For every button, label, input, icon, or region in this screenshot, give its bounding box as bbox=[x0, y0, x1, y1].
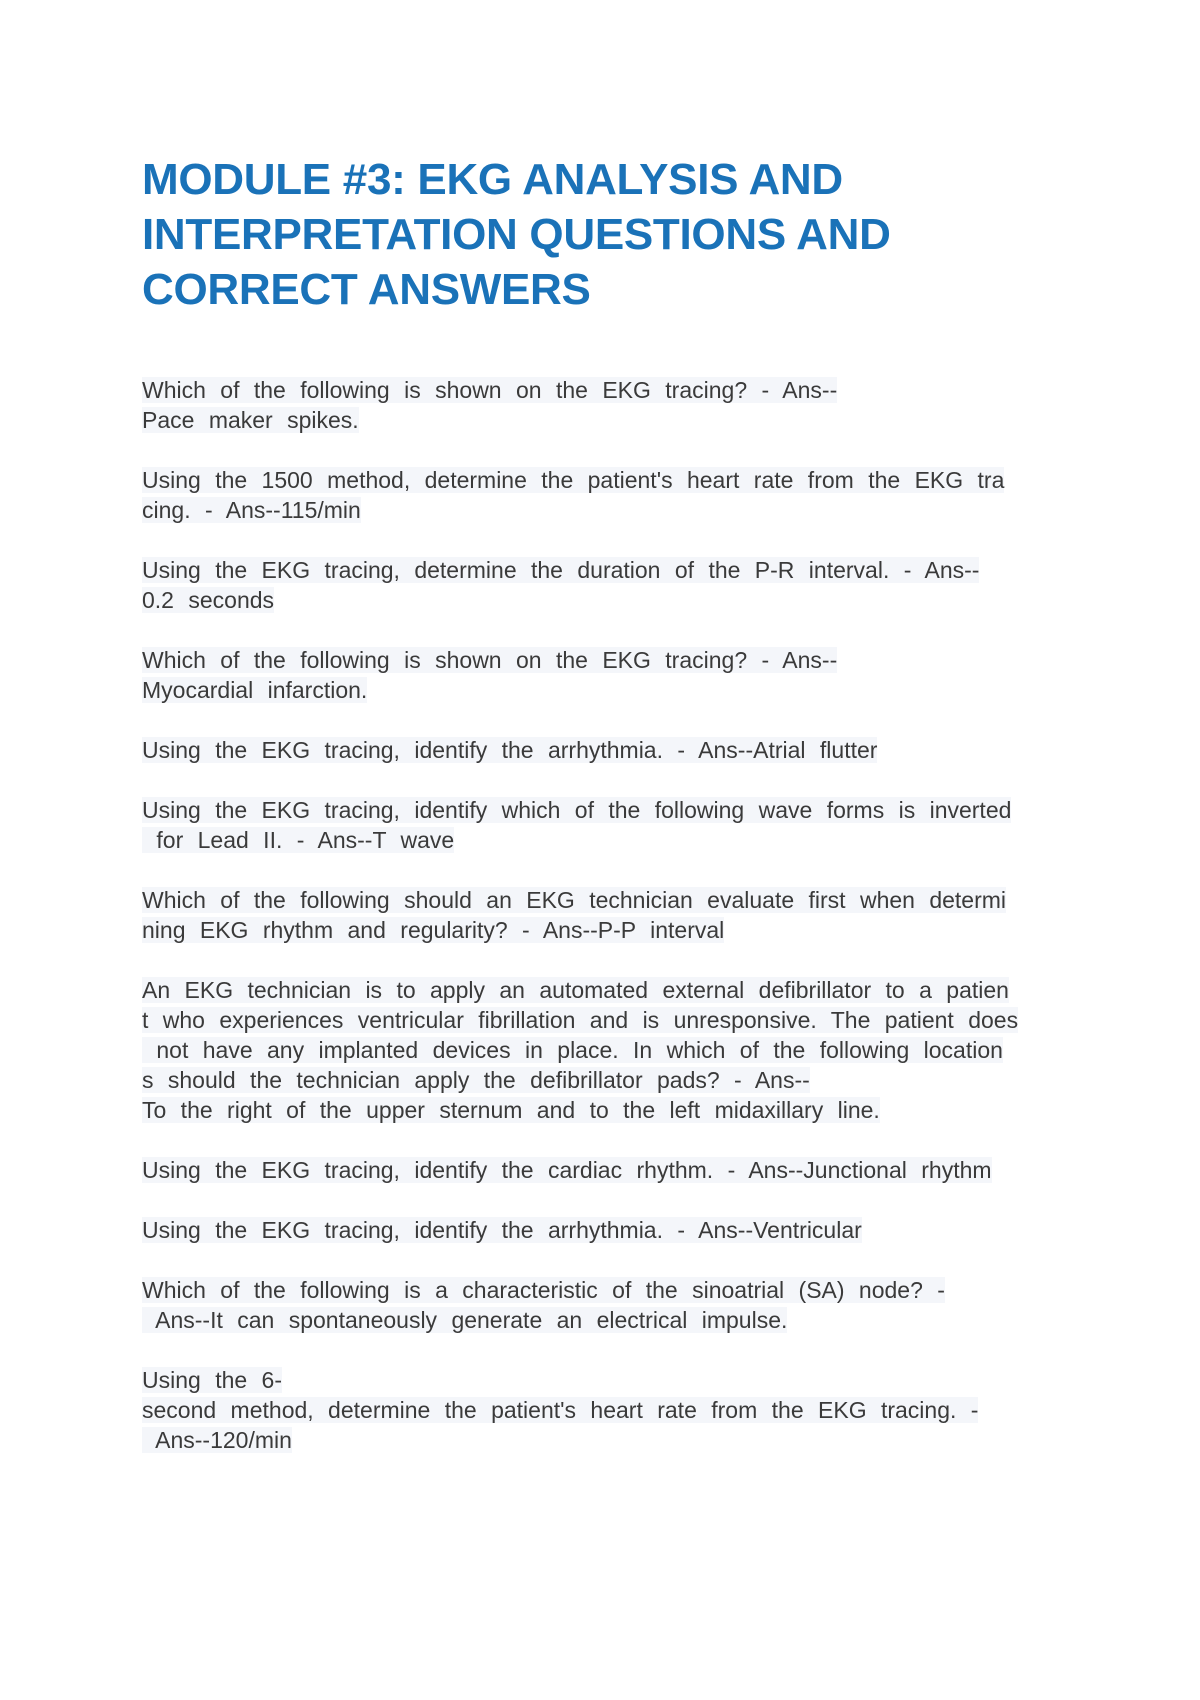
qa-line: Using the EKG tracing, identify the arrhythmia. - Ans--Atrial flutter bbox=[142, 737, 878, 763]
qa-line: for Lead II. - Ans--T wave bbox=[142, 827, 455, 853]
qa-line: cing. - Ans--115/min bbox=[142, 497, 361, 523]
title-line: CORRECT ANSWERS bbox=[142, 265, 591, 314]
qa-line: Using the 6- bbox=[142, 1367, 283, 1393]
title-line: MODULE #3: EKG ANALYSIS AND bbox=[142, 155, 843, 204]
document-title bbox=[142, 152, 1067, 317]
qa-line: not have any implanted devices in place. In which of the following location bbox=[142, 1037, 1003, 1063]
qa-line: Pace maker spikes. bbox=[142, 407, 359, 433]
title-line: INTERPRETATION QUESTIONS AND bbox=[142, 210, 891, 259]
qa-line: Using the 1500 method, determine the patient's heart rate from the EKG tra bbox=[142, 467, 1005, 493]
qa-line: s should the technician apply the defibrillator pads? - Ans-- bbox=[142, 1067, 810, 1093]
qa-entry-7 bbox=[142, 885, 1067, 945]
qa-line: Which of the following is shown on the EKG tracing? - Ans-- bbox=[142, 647, 838, 673]
qa-entry-4 bbox=[142, 645, 1067, 705]
qa-line: ning EKG rhythm and regularity? - Ans--P-P interval bbox=[142, 917, 725, 943]
qa-entry-5 bbox=[142, 735, 1067, 765]
qa-entry-3 bbox=[142, 555, 1067, 615]
qa-line: Using the EKG tracing, identify which of the following wave forms is inverted bbox=[142, 797, 1012, 823]
qa-line: Using the EKG tracing, identify the cardiac rhythm. - Ans--Junctional rhythm bbox=[142, 1157, 992, 1183]
qa-entry-11 bbox=[142, 1275, 1067, 1335]
qa-line: Using the EKG tracing, identify the arrhythmia. - Ans--Ventricular bbox=[142, 1217, 862, 1243]
qa-entry-10 bbox=[142, 1215, 1067, 1245]
qa-entry-9 bbox=[142, 1155, 1067, 1185]
qa-line: t who experiences ventricular fibrillation and is unresponsive. The patient does bbox=[142, 1007, 1019, 1033]
qa-entry-6 bbox=[142, 795, 1067, 855]
qa-entry-1 bbox=[142, 375, 1067, 435]
qa-line: An EKG technician is to apply an automated external defibrillator to a patien bbox=[142, 977, 1009, 1003]
qa-entry-2 bbox=[142, 465, 1067, 525]
qa-entry-8 bbox=[142, 975, 1067, 1125]
qa-line: Which of the following should an EKG technician evaluate first when determi bbox=[142, 887, 1007, 913]
qa-line: Ans--120/min bbox=[142, 1427, 292, 1453]
qa-line: second method, determine the patient's heart rate from the EKG tracing. - bbox=[142, 1397, 979, 1423]
document-body bbox=[142, 152, 1067, 1485]
qa-line: Which of the following is shown on the EKG tracing? - Ans-- bbox=[142, 377, 838, 403]
qa-line: To the right of the upper sternum and to the left midaxillary line. bbox=[142, 1097, 880, 1123]
qa-entry-12 bbox=[142, 1365, 1067, 1455]
qa-line: Which of the following is a characteristic of the sinoatrial (SA) node? - bbox=[142, 1277, 945, 1303]
qa-line: Myocardial infarction. bbox=[142, 677, 368, 703]
qa-line: 0.2 seconds bbox=[142, 587, 275, 613]
qa-line: Ans--It can spontaneously generate an electrical impulse. bbox=[142, 1307, 788, 1333]
qa-line: Using the EKG tracing, determine the duration of the P-R interval. - Ans-- bbox=[142, 557, 980, 583]
